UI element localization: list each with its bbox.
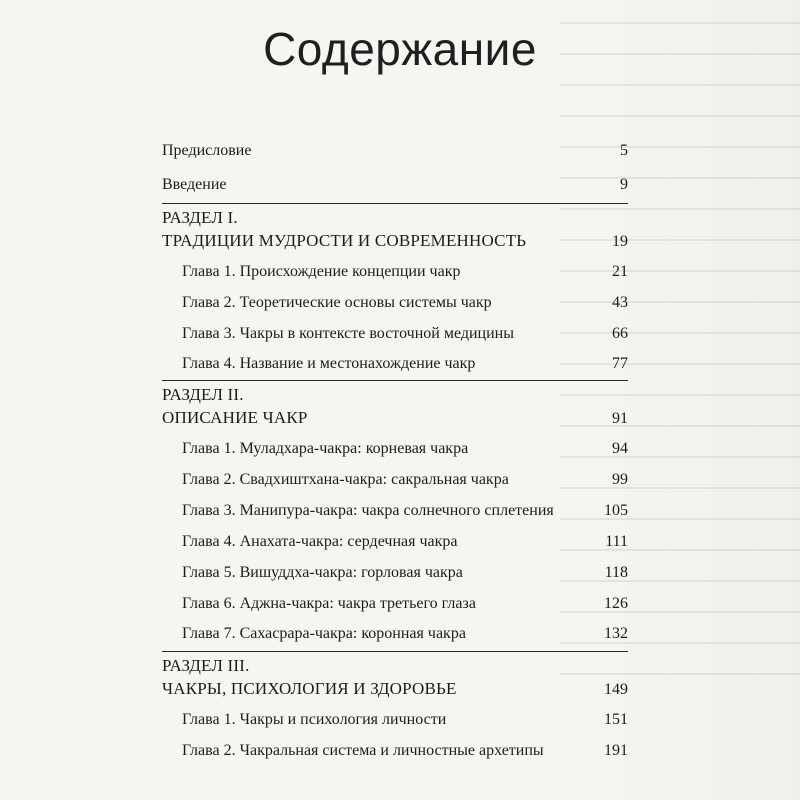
chapter-label: Глава 4. Анахата-чакра: сердечная чакра bbox=[182, 533, 458, 550]
toc-chapter bbox=[182, 470, 628, 490]
chapter-page: 99 bbox=[612, 471, 628, 488]
toc-chapter bbox=[182, 532, 628, 552]
toc-chapter bbox=[182, 324, 628, 344]
toc-chapter bbox=[182, 439, 628, 459]
toc-chapter bbox=[182, 741, 628, 761]
toc-chapter bbox=[182, 710, 628, 730]
section-title-row bbox=[162, 408, 628, 429]
section-divider bbox=[162, 380, 628, 381]
chapter-label: Глава 1. Происхождение концепции чакр bbox=[182, 263, 461, 280]
toc-chapter bbox=[182, 624, 628, 644]
chapter-label: Глава 4. Название и местонахождение чакр bbox=[182, 355, 476, 372]
chapter-label: Глава 1. Чакры и психология личности bbox=[182, 711, 447, 728]
chapter-label: Глава 2. Чакральная система и личностные архетипы bbox=[182, 742, 544, 759]
section-title: ОПИСАНИЕ ЧАКР bbox=[162, 408, 308, 427]
section-title: ТРАДИЦИИ МУДРОСТИ И СОВРЕМЕННОСТЬ bbox=[162, 231, 527, 250]
chapter-label: Глава 1. Муладхара-чакра: корневая чакра bbox=[182, 440, 469, 457]
toc-chapter bbox=[182, 293, 628, 313]
chapter-page: 21 bbox=[612, 263, 628, 280]
chapter-label: Глава 7. Сахасрара-чакра: коронная чакра bbox=[182, 625, 466, 642]
chapter-page: 132 bbox=[604, 625, 628, 642]
chapter-page: 118 bbox=[604, 564, 628, 581]
toc-chapter bbox=[182, 354, 628, 374]
toc-entry-label: Введение bbox=[162, 176, 227, 193]
toc-entry-introduction bbox=[162, 175, 628, 195]
section-heading: РАЗДЕЛ II. bbox=[162, 385, 244, 404]
section-page: 91 bbox=[612, 410, 628, 427]
section-divider bbox=[162, 651, 628, 652]
section-heading: РАЗДЕЛ I. bbox=[162, 208, 238, 227]
chapter-label: Глава 3. Манипура-чакра: чакра солнечного сплетения bbox=[182, 502, 554, 519]
section-page: 19 bbox=[612, 233, 628, 250]
chapter-label: Глава 5. Вишуддха-чакра: горловая чакра bbox=[182, 564, 463, 581]
chapter-label: Глава 3. Чакры в контексте восточной медицины bbox=[182, 325, 514, 342]
toc-chapter bbox=[182, 563, 628, 583]
chapter-label: Глава 6. Аджна-чакра: чакра третьего глаза bbox=[182, 595, 476, 612]
chapter-page: 66 bbox=[612, 325, 628, 342]
section-title-row bbox=[162, 231, 628, 252]
chapter-page: 77 bbox=[612, 355, 628, 372]
section-title: ЧАКРЫ, ПСИХОЛОГИЯ И ЗДОРОВЬЕ bbox=[162, 679, 457, 698]
toc-chapter bbox=[182, 262, 628, 282]
chapter-page: 105 bbox=[604, 502, 628, 519]
chapter-page: 111 bbox=[605, 533, 628, 550]
section-title-row bbox=[162, 679, 628, 700]
section-page: 149 bbox=[604, 681, 628, 698]
page-title: Содержание bbox=[263, 23, 537, 75]
toc-entry-preface bbox=[162, 141, 628, 161]
section-divider bbox=[162, 203, 628, 204]
toc-entry-page: 9 bbox=[620, 176, 628, 193]
chapter-page: 151 bbox=[604, 711, 628, 728]
chapter-page: 126 bbox=[604, 595, 628, 612]
chapter-label: Глава 2. Теоретические основы системы чакр bbox=[182, 294, 492, 311]
toc-entry-page: 5 bbox=[620, 142, 628, 159]
chapter-page: 191 bbox=[604, 742, 628, 759]
section-heading: РАЗДЕЛ III. bbox=[162, 656, 250, 675]
toc-entry-label: Предисловие bbox=[162, 142, 252, 159]
chapter-page: 94 bbox=[612, 440, 628, 457]
chapter-label: Глава 2. Свадхиштхана-чакра: сакральная чакра bbox=[182, 471, 509, 488]
toc-chapter bbox=[182, 594, 628, 614]
chapter-page: 43 bbox=[612, 294, 628, 311]
toc-chapter bbox=[182, 501, 628, 521]
